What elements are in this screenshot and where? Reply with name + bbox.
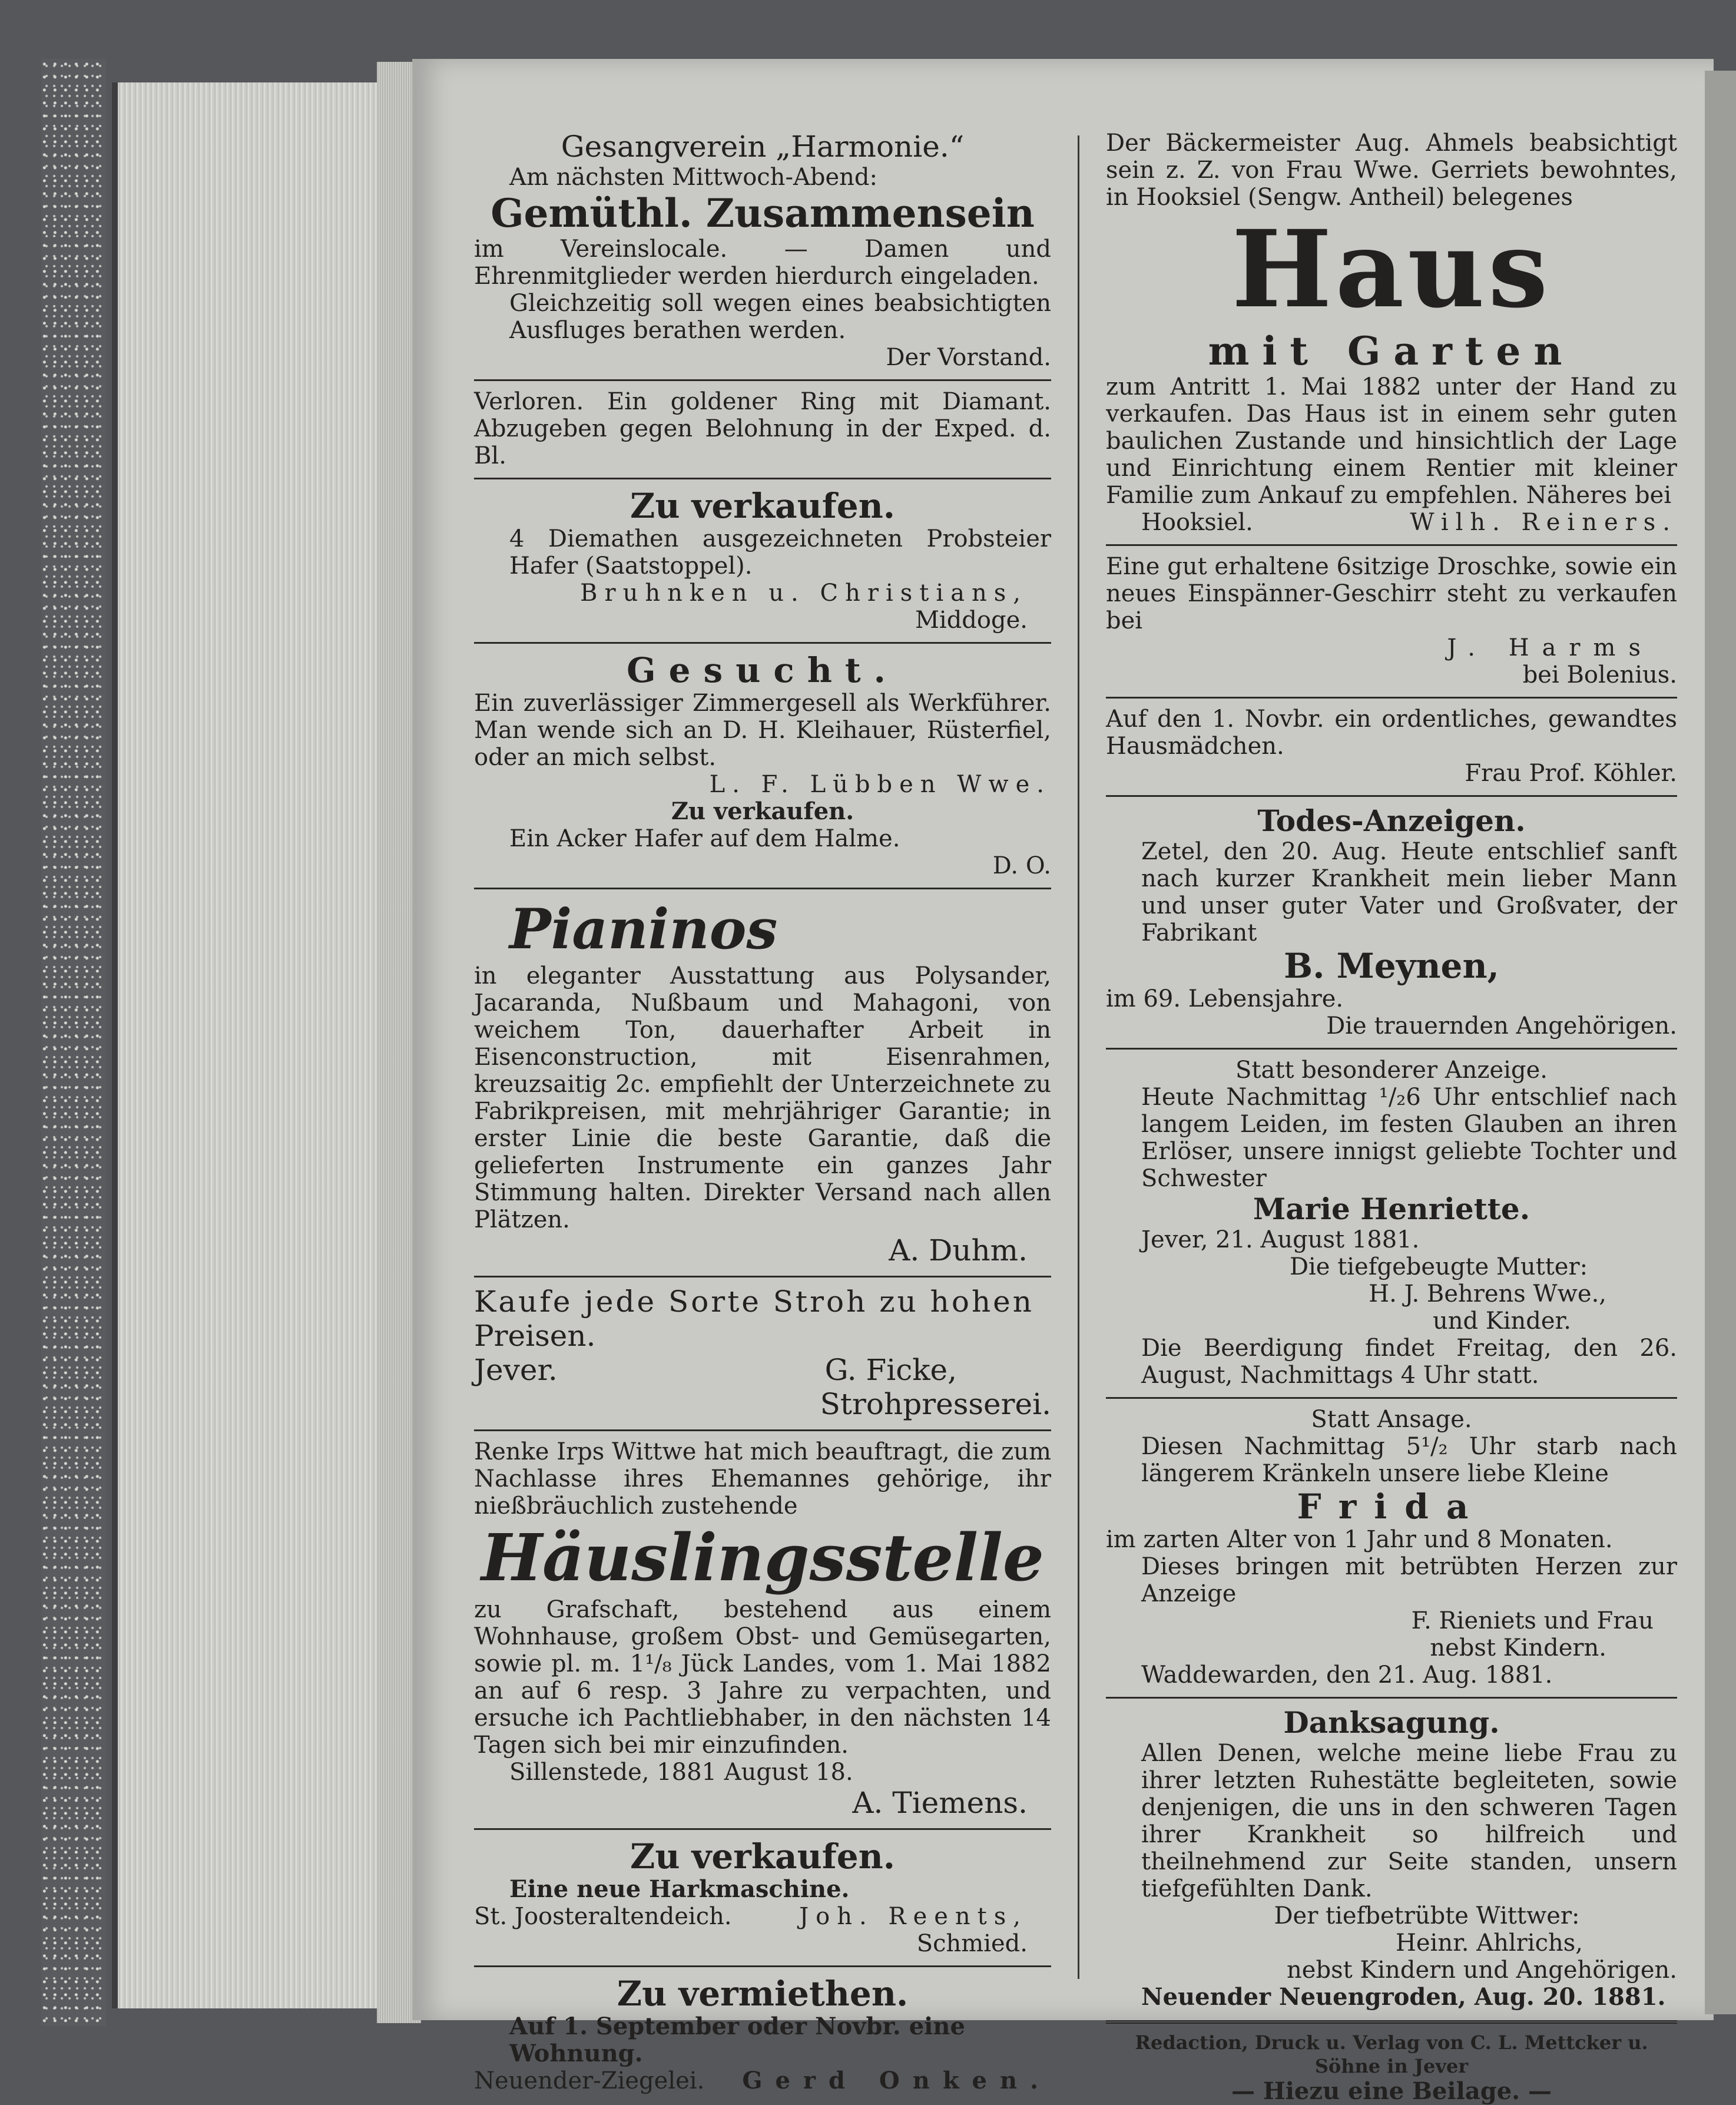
left-column: [474, 130, 1051, 2094]
rule: [474, 478, 1051, 479]
rule: [474, 1828, 1051, 1830]
ad-pianinos: [474, 896, 1051, 1267]
rule: [1106, 697, 1677, 699]
ad-dank-widower: Der tiefbetrübte Wittwer:: [1274, 1902, 1580, 1929]
ad-haus-place: Hooksiel.: [1141, 509, 1253, 536]
rule: [1106, 1397, 1677, 1399]
imprint-line1: Redaction, Druck u. Verlag von C. L. Mettcker u. Söhne in Jever: [1135, 2031, 1648, 2077]
ad-todes-name: B. Meynen,: [1284, 946, 1499, 986]
rule: [474, 1965, 1051, 1967]
rule: [1106, 1048, 1677, 1050]
ad-droschke-body: Eine gut erhaltene 6sitzige Droschke, sowie ein neues Einspänner-Geschirr steht zu verkaufen bei: [1106, 553, 1677, 634]
ad-haeusling: [474, 1438, 1051, 1820]
ad-gesucht-sub-body: Ein Acker Hafer auf dem Halme.: [509, 825, 900, 852]
ad-verkaufen-2-place: St. Joosteraltendeich.: [474, 1903, 732, 1930]
ad-henriette-sign1: H. J. Behrens Wwe.,: [1369, 1280, 1606, 1308]
ad-frida-age: im zarten Alter von 1 Jahr und 8 Monaten.: [1106, 1526, 1613, 1553]
ad-gesucht-sign: L. F. Lübben Wwe.: [709, 771, 1051, 798]
ad-frida: [1106, 1406, 1677, 1689]
ad-stroh-line2: Preisen.: [474, 1319, 596, 1353]
ad-todes: [1106, 804, 1677, 1040]
ad-harmonie: [474, 130, 1051, 371]
rule: [474, 1429, 1051, 1431]
ad-haeusling-date: Sillenstede, 1881 August 18.: [509, 1759, 853, 1786]
ad-gesucht: [474, 651, 1051, 879]
ad-dank-body: Allen Denen, welche meine liebe Frau zu ihrer letzten Ruhestätte begleiteten, sowie denjenigen, die uns in den schweren Tagen ihrer Krankheit so hilfreich und theilnehmend zur Seite standen, unsern tiefgefühlten Dank.: [1141, 1740, 1677, 1902]
ad-vermiethen-place: Neuender-Ziegelei.: [474, 2067, 705, 2094]
ad-verkaufen-2: [474, 1837, 1051, 1957]
ad-pianinos-sign: A. Duhm.: [889, 1233, 1028, 1267]
ad-henriette: [1106, 1057, 1677, 1389]
ad-harmonie-body2: Gleichzeitig soll wegen eines beabsichtigten Ausfluges berathen werden.: [509, 290, 1051, 344]
ad-haus-subtitle: mit Garten: [1208, 328, 1575, 374]
ad-stroh-line1: Kaufe jede Sorte Stroh zu hohen: [474, 1285, 1034, 1319]
ad-verkaufen-1-sign1: Bruhnken u. Christians,: [580, 580, 1028, 607]
ad-henriette-funeral: Die Beerdigung findet Freitag, den 26. August, Nachmittags 4 Uhr statt.: [1141, 1335, 1677, 1389]
column-divider: [1078, 135, 1079, 1979]
ad-henriette-body: Heute Nachmittag ¹/₂6 Uhr entschlief nach langem Leiden, im festen Glauben an ihren Erlöser, unsere innigst geliebte Tochter und Schwester: [1141, 1084, 1677, 1192]
ad-verkaufen-1: [474, 486, 1051, 634]
ad-frida-body: Diesen Nachmittag 5¹/₂ Uhr starb nach längerem Kränkeln unsere liebe Kleine: [1141, 1433, 1677, 1487]
ad-dank-title: Danksagung.: [1283, 1705, 1500, 1740]
rule: [474, 642, 1051, 644]
ad-verkaufen-1-sign2: Middoge.: [915, 607, 1028, 634]
ad-henriette-name: Marie Henriette.: [1253, 1191, 1530, 1226]
rule: [474, 1276, 1051, 1277]
ad-vermiethen: [474, 1974, 1051, 2094]
right-page-edge: [1705, 71, 1736, 2014]
ad-frida-name: Frida: [1297, 1487, 1486, 1527]
ad-harmonie-body: im Vereinslocale. — Damen und Ehrenmitglieder werden hierdurch eingeladen.: [474, 236, 1051, 290]
right-column: [1106, 130, 1677, 2105]
ad-gesucht-title: Gesucht.: [627, 650, 899, 690]
ad-gesucht-sub-sign: D. O.: [992, 852, 1051, 879]
rule: [474, 888, 1051, 889]
ad-gesucht-body: Ein zuverlässiger Zimmergesell als Werkführer. Man wende sich an D. H. Kleihauer, Rüsterfiel, oder an mich selbst.: [474, 690, 1051, 771]
ad-henriette-sign2: und Kinder.: [1433, 1308, 1571, 1335]
ad-verkaufen-2-sign1: Joh. Reents,: [799, 1903, 1028, 1930]
ad-dank-sign1: Heinr. Ahlrichs,: [1395, 1929, 1583, 1957]
ad-frida-date: Waddewarden, den 21. Aug. 1881.: [1141, 1662, 1553, 1689]
ad-haus-intro: Der Bäckermeister Aug. Ahmels beabsichtigt sein z. Z. von Frau Wwe. Gerriets bewohntes, in Hooksiel (Sengw. Antheil) belegenes: [1106, 130, 1677, 211]
ad-hausmaedchen: [1106, 706, 1677, 787]
ad-henriette-head: Statt besonderer Anzeige.: [1235, 1057, 1548, 1084]
ad-haeusling-title: Häuslingsstelle: [481, 1520, 1044, 1596]
binding-speckle: [41, 59, 106, 2026]
ad-verkaufen-1-body: 4 Diemathen ausgezeichneten Probsteier Hafer (Saatstoppel).: [509, 525, 1051, 580]
ad-dank: [1106, 1706, 1677, 2011]
ad-todes-age: im 69. Lebensjahre.: [1106, 985, 1344, 1012]
ad-verkaufen-2-body: Eine neue Harkmaschine.: [509, 1875, 850, 1903]
ad-todes-sign: Die trauernden Angehörigen.: [1326, 1012, 1677, 1040]
ad-vermiethen-title: Zu vermiethen.: [617, 1974, 909, 2014]
ad-hausmaedchen-body: Auf den 1. Novbr. ein ordentliches, gewandtes Hausmädchen.: [1106, 706, 1677, 760]
page-stack: [112, 82, 412, 2008]
ad-harmonie-when: Am nächsten Mittwoch-Abend:: [509, 164, 877, 191]
ad-verloren: Verloren. Ein goldener Ring mit Diamant. Abzugeben gegen Belohnung in der Exped. d. Bl.: [474, 388, 1051, 469]
rule: [1106, 795, 1677, 797]
ad-haus-title: Haus: [1231, 207, 1552, 332]
ad-harmonie-sign: Der Vorstand.: [886, 344, 1051, 371]
ad-gesucht-sub-title: Zu verkaufen.: [671, 797, 854, 825]
ad-haeusling-sign: A. Tiemens.: [852, 1786, 1028, 1820]
ad-pianinos-title: Pianinos: [509, 897, 778, 962]
ad-stroh-place: Jever.: [474, 1353, 558, 1387]
ad-haus-body: zum Antritt 1. Mai 1882 unter der Hand zu verkaufen. Das Haus ist in einem sehr guten baulichen Zustande und hinsichtlich der Lage und Einrichtung einem Rentier mit kleiner Familie zum Ankauf zu empfehlen. Näheres bei: [1106, 373, 1677, 509]
ad-stroh: [474, 1285, 1051, 1421]
ad-frida-sign1: F. Rieniets und Frau: [1411, 1607, 1654, 1634]
rule: [1106, 1697, 1677, 1699]
ad-frida-sign2: nebst Kindern.: [1430, 1634, 1606, 1662]
ad-verkaufen-2-title: Zu verkaufen.: [630, 1836, 895, 1876]
ad-henriette-date: Jever, 21. August 1881.: [1141, 1226, 1420, 1253]
ad-stroh-sign1: G. Ficke,: [824, 1353, 957, 1387]
ad-hausmaedchen-sign: Frau Prof. Köhler.: [1465, 760, 1677, 787]
imprint-line2: — Hiezu eine Beilage. —: [1231, 2077, 1552, 2105]
ad-haeusling-body: zu Grafschaft, bestehend aus einem Wohnhause, großem Obst- und Gemüsegarten, sowie pl. m. 1¹/₈ Jück Landes, vom 1. Mai 1882 an auf 6 resp. 3 Jahre zu verpachten, und ersuche ich Pachtliebhaber, in den nächsten 14 Tagen sich bei mir einzufinden.: [474, 1596, 1051, 1759]
ad-haus: [1106, 130, 1677, 536]
ad-vermiethen-body: Auf 1. September oder Novbr. eine Wohnung.: [509, 2013, 965, 2067]
ad-verkaufen-1-title: Zu verkaufen.: [630, 486, 895, 526]
ad-pianinos-body: in eleganter Ausstattung aus Polysander, Jacaranda, Nußbaum und Mahagoni, von weichem Ton, dauerhafter Arbeit in Eisenconstruction, mit Eisenrahmen, kreuzsaitig 2c. empfiehlt der Unterzeichnete zu Fabrikpreisen, mit mehrjähriger Garantie; in erster Linie die beste Garantie, daß die gelieferten Instrumente ein ganzes Jahr Stimmung halten. Direkter Versand nach allen Plätzen.: [474, 962, 1051, 1233]
rule-double: [1106, 2020, 1677, 2024]
ad-frida-head: Statt Ansage.: [1311, 1406, 1472, 1433]
ad-vermiethen-sign: Gerd Onken.: [742, 2067, 1051, 2094]
ad-todes-title: Todes-Anzeigen.: [1257, 803, 1526, 838]
ad-droschke-sign2: bei Bolenius.: [1522, 661, 1677, 689]
ad-stroh-sign2: Strohpresserei.: [820, 1387, 1051, 1421]
ad-dank-date: Neuender Neuengroden, Aug. 20. 1881.: [1141, 1983, 1666, 2011]
ad-droschke-sign1: J. Harms: [1447, 634, 1654, 661]
imprint: [1106, 2031, 1677, 2105]
ad-henriette-mother: Die tiefgebeugte Mutter:: [1289, 1253, 1588, 1280]
ad-todes-body: Zetel, den 20. Aug. Heute entschlief sanft nach kurzer Krankheit mein lieber Mann und unser guter Vater und Großvater, der Fabrikant: [1141, 838, 1677, 946]
ad-frida-notice: Dieses bringen mit betrübten Herzen zur Anzeige: [1141, 1553, 1677, 1607]
ad-harmonie-headline: Gemüthl. Zusammensein: [491, 190, 1035, 236]
ad-verkaufen-2-sign2: Schmied.: [916, 1930, 1028, 1957]
rule: [1106, 544, 1677, 546]
ad-haus-sign: Wilh. Reiners.: [1410, 509, 1677, 536]
ad-droschke: [1106, 553, 1677, 689]
ad-dank-sign2: nebst Kindern und Angehörigen.: [1287, 1957, 1677, 1984]
rule: [474, 379, 1051, 381]
ad-haeusling-intro: Renke Irps Wittwe hat mich beauftragt, die zum Nachlasse ihres Ehemannes gehörige, ihr nießbräuchlich zustehende: [474, 1438, 1051, 1520]
ad-harmonie-org: Gesangverein „Harmonie.“: [561, 130, 965, 164]
